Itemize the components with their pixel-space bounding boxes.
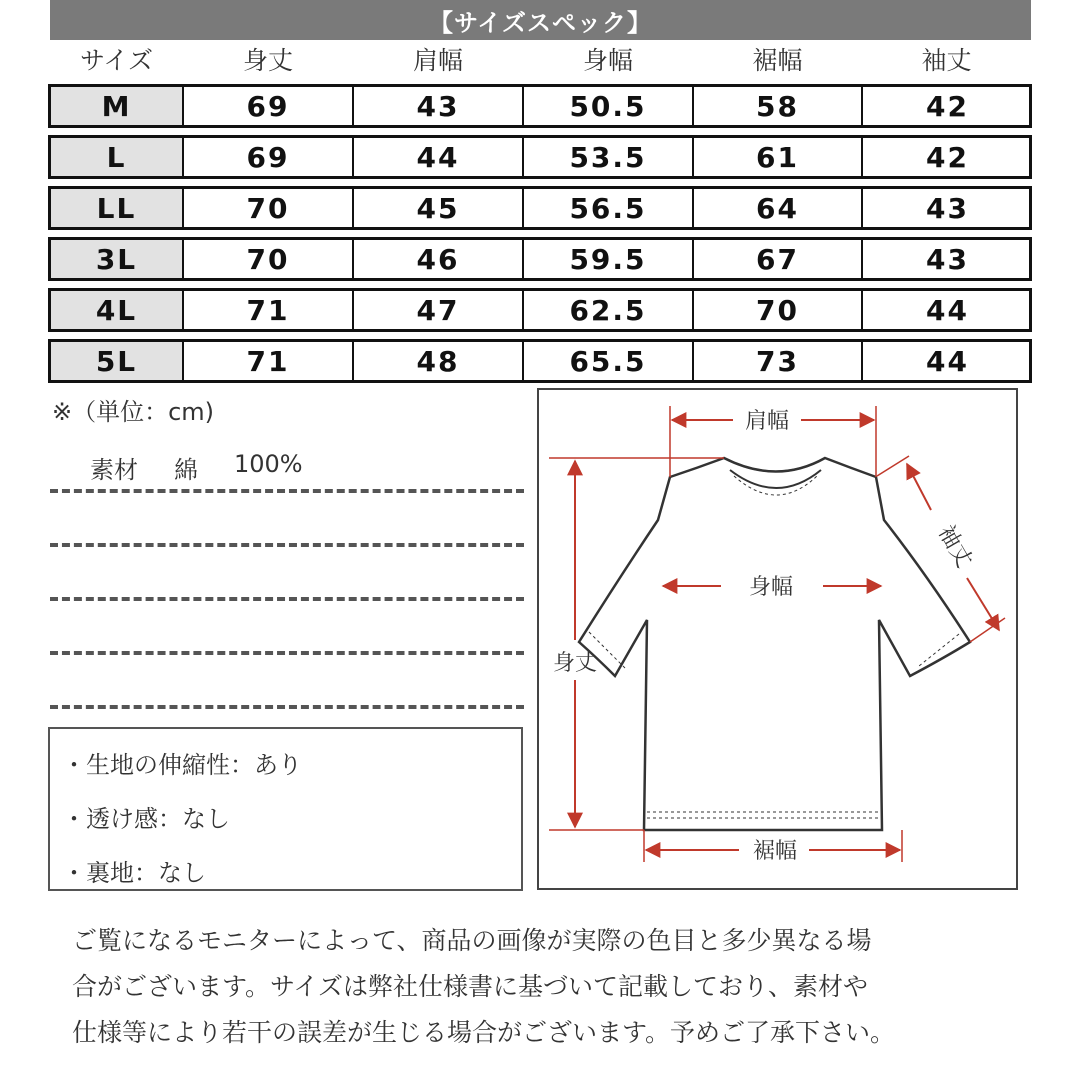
header-body-width: 身幅	[582, 46, 633, 75]
property-stretch: ・生地の伸縮性：あり	[62, 750, 302, 779]
value-cell: 43	[926, 191, 969, 225]
value-cell: 67	[694, 240, 863, 278]
value-cell: 45	[354, 189, 524, 227]
value-cell: 42	[926, 140, 969, 174]
memo-line	[50, 543, 524, 547]
table-row	[48, 135, 1032, 179]
measurement-diagram	[537, 388, 1018, 890]
table-row	[48, 288, 1032, 332]
table-row	[48, 186, 1032, 230]
spec-title-bar	[50, 0, 1031, 40]
hem-label: 裾幅	[752, 839, 798, 864]
value-cell: 56.5	[524, 189, 694, 227]
value-cell: 70	[694, 291, 863, 329]
disclaimer-line: 合がございます。サイズは弊社仕様書に基づいて記載しており、素材や	[72, 972, 869, 1001]
size-cell: L	[51, 138, 184, 176]
value-cell: 70	[184, 240, 354, 278]
value-cell: 47	[354, 291, 524, 329]
material-label: 素材	[90, 456, 138, 484]
length-label: 身丈	[552, 651, 598, 676]
size-cell: LL	[51, 189, 184, 227]
body-width-label: 身幅	[748, 575, 794, 600]
material-fabric: 綿	[174, 456, 198, 484]
memo-line	[50, 705, 524, 709]
property-sheerness: ・透け感：なし	[62, 804, 230, 833]
size-cell: 5L	[51, 342, 184, 380]
memo-line	[50, 597, 524, 601]
disclaimer-note	[72, 918, 1022, 1056]
table-row	[48, 84, 1032, 128]
value-cell: 44	[926, 293, 969, 327]
material-info	[90, 450, 339, 485]
header-sleeve: 袖丈	[921, 46, 972, 75]
value-cell: 44	[926, 344, 969, 378]
value-cell: 48	[354, 342, 524, 380]
value-cell: 58	[694, 87, 863, 125]
value-cell: 43	[926, 242, 969, 276]
neckline	[724, 458, 825, 472]
disclaimer-line: 仕様等により若干の誤差が生じる場合がございます。予めご了承下さい。	[72, 1018, 896, 1047]
neckline-stitch	[734, 476, 817, 495]
value-cell: 59.5	[524, 240, 694, 278]
properties-box	[48, 727, 523, 891]
shoulder-label: 肩幅	[744, 409, 790, 434]
tshirt-diagram-svg	[539, 390, 1020, 892]
header-size: サイズ	[79, 46, 153, 75]
material-percent: 100%	[234, 450, 303, 478]
sleeve-arrow	[907, 464, 931, 510]
sleeve-guide-bottom	[970, 618, 1005, 642]
size-cell: 4L	[51, 291, 184, 329]
size-table	[48, 84, 1032, 390]
table-header-row	[50, 40, 1031, 78]
value-cell: 43	[354, 87, 524, 125]
header-shoulder: 肩幅	[412, 46, 463, 75]
value-cell: 69	[184, 138, 354, 176]
value-cell: 64	[694, 189, 863, 227]
disclaimer-line: ご覧になるモニターによって、商品の画像が実際の色目と多少異なる場	[72, 926, 872, 955]
value-cell: 70	[184, 189, 354, 227]
size-cell: 3L	[51, 240, 184, 278]
value-cell: 42	[926, 89, 969, 123]
value-cell: 62.5	[524, 291, 694, 329]
unit-note: ※（単位：cm)	[52, 398, 215, 426]
value-cell: 53.5	[524, 138, 694, 176]
sleeve-guide-top	[877, 456, 909, 476]
value-cell: 65.5	[524, 342, 694, 380]
value-cell: 71	[184, 291, 354, 329]
header-hem-width: 裾幅	[752, 46, 803, 75]
value-cell: 73	[694, 342, 863, 380]
value-cell: 71	[184, 342, 354, 380]
memo-line	[50, 489, 524, 493]
spec-title: 【サイズスペック】	[428, 8, 653, 37]
table-row	[48, 237, 1032, 281]
value-cell: 50.5	[524, 87, 694, 125]
value-cell: 69	[184, 87, 354, 125]
sleeve-label: 袖丈	[932, 521, 977, 573]
sleeve-arrow	[967, 578, 999, 630]
value-cell: 44	[354, 138, 524, 176]
header-length: 身丈	[242, 46, 293, 75]
property-lining: ・裏地：なし	[62, 858, 206, 887]
table-row	[48, 339, 1032, 383]
tshirt-outline	[579, 458, 970, 830]
value-cell: 61	[694, 138, 863, 176]
memo-line	[50, 651, 524, 655]
value-cell: 46	[354, 240, 524, 278]
size-cell: M	[51, 87, 184, 125]
